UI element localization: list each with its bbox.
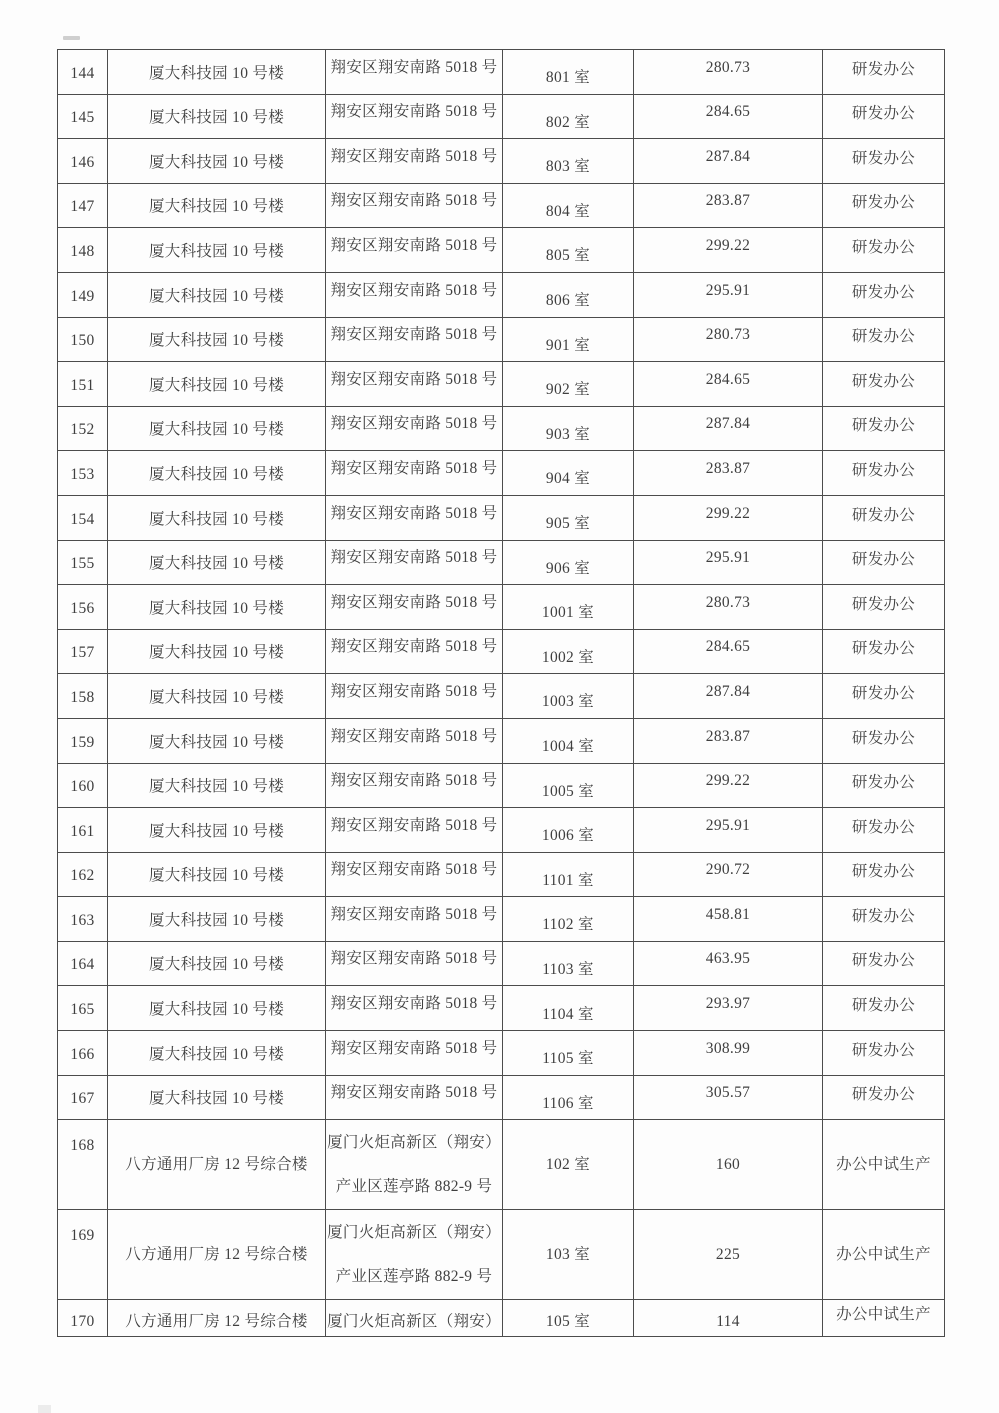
area-cell: 280.73 — [634, 585, 823, 630]
row-index-cell: 150 — [58, 317, 108, 362]
address-cell — [326, 406, 503, 451]
room-number-cell: 903 室 — [503, 406, 634, 451]
building-name-cell: 厦大科技园 10 号楼 — [108, 718, 326, 763]
address-line: 翔安区翔安南路 5018 号 — [330, 504, 498, 522]
address-cell — [326, 763, 503, 808]
table-row — [58, 1210, 945, 1300]
area-cell: 283.87 — [634, 718, 823, 763]
address-cell — [326, 629, 503, 674]
table-row — [58, 1300, 945, 1337]
table-row — [58, 50, 945, 95]
room-number-cell: 901 室 — [503, 317, 634, 362]
area-cell: 284.65 — [634, 629, 823, 674]
building-name-cell: 八方通用厂房 12 号综合楼 — [108, 1210, 326, 1300]
row-index-cell: 152 — [58, 406, 108, 451]
room-number-cell: 1102 室 — [503, 897, 634, 942]
row-index-cell: 151 — [58, 362, 108, 407]
building-name-cell: 八方通用厂房 12 号综合楼 — [108, 1300, 326, 1337]
table-row — [58, 451, 945, 496]
usage-cell: 研发办公 — [823, 674, 945, 719]
room-number-cell: 1105 室 — [503, 1031, 634, 1076]
address-line: 翔安区翔安南路 5018 号 — [330, 727, 498, 745]
address-cell — [326, 495, 503, 540]
room-number-cell: 1002 室 — [503, 629, 634, 674]
building-name-cell: 厦大科技园 10 号楼 — [108, 272, 326, 317]
room-number-cell: 801 室 — [503, 50, 634, 95]
room-number-cell: 806 室 — [503, 272, 634, 317]
building-name-cell: 厦大科技园 10 号楼 — [108, 941, 326, 986]
room-number-cell: 1001 室 — [503, 585, 634, 630]
table-row — [58, 540, 945, 585]
room-number-cell: 1003 室 — [503, 674, 634, 719]
room-number-cell: 1101 室 — [503, 852, 634, 897]
usage-cell: 研发办公 — [823, 362, 945, 407]
area-cell: 280.73 — [634, 317, 823, 362]
address-cell — [326, 317, 503, 362]
building-name-cell: 厦大科技园 10 号楼 — [108, 986, 326, 1031]
table-row — [58, 1075, 945, 1120]
row-index-cell: 154 — [58, 495, 108, 540]
building-name-cell: 厦大科技园 10 号楼 — [108, 897, 326, 942]
area-cell: 283.87 — [634, 183, 823, 228]
table-row — [58, 629, 945, 674]
area-cell: 114 — [634, 1300, 823, 1337]
table-row — [58, 808, 945, 853]
table-row — [58, 585, 945, 630]
address-cell — [326, 1300, 503, 1337]
room-number-cell: 906 室 — [503, 540, 634, 585]
row-index-cell: 153 — [58, 451, 108, 496]
table-row — [58, 362, 945, 407]
table-row — [58, 94, 945, 139]
address-line: 翔安区翔安南路 5018 号 — [330, 236, 498, 254]
building-name-cell: 厦大科技园 10 号楼 — [108, 228, 326, 273]
row-index-cell: 145 — [58, 94, 108, 139]
usage-cell: 办公中试生产 — [823, 1120, 945, 1210]
usage-cell: 研发办公 — [823, 272, 945, 317]
building-name-cell: 厦大科技园 10 号楼 — [108, 50, 326, 95]
usage-cell: 研发办公 — [823, 986, 945, 1031]
building-name-cell: 厦大科技园 10 号楼 — [108, 1031, 326, 1076]
room-number-cell: 804 室 — [503, 183, 634, 228]
table-row — [58, 139, 945, 184]
address-cell — [326, 451, 503, 496]
address-line: 厦门火炬高新区（翔安） — [327, 1133, 501, 1151]
address-cell — [326, 897, 503, 942]
room-number-cell: 805 室 — [503, 228, 634, 273]
room-number-cell: 1005 室 — [503, 763, 634, 808]
address-cell — [326, 183, 503, 228]
table-row — [58, 495, 945, 540]
address-cell — [326, 272, 503, 317]
table-row — [58, 1031, 945, 1076]
area-cell: 299.22 — [634, 763, 823, 808]
usage-cell: 研发办公 — [823, 852, 945, 897]
address-cell — [326, 50, 503, 95]
usage-cell: 研发办公 — [823, 629, 945, 674]
row-index-cell: 165 — [58, 986, 108, 1031]
address-cell — [326, 941, 503, 986]
address-line: 翔安区翔安南路 5018 号 — [330, 772, 498, 790]
row-index-cell: 155 — [58, 540, 108, 585]
address-line: 产业区莲亭路 882-9 号 — [335, 1267, 493, 1285]
address-line: 翔安区翔安南路 5018 号 — [330, 1084, 498, 1102]
area-cell: 293.97 — [634, 986, 823, 1031]
table-row — [58, 406, 945, 451]
row-index-cell: 157 — [58, 629, 108, 674]
building-name-cell: 厦大科技园 10 号楼 — [108, 495, 326, 540]
scan-artifact-bottom — [38, 1405, 51, 1413]
row-index-cell: 160 — [58, 763, 108, 808]
address-line: 翔安区翔安南路 5018 号 — [330, 995, 498, 1013]
room-number-cell: 902 室 — [503, 362, 634, 407]
address-cell — [326, 808, 503, 853]
address-line: 翔安区翔安南路 5018 号 — [330, 459, 498, 477]
row-index-cell: 147 — [58, 183, 108, 228]
row-index-cell: 159 — [58, 718, 108, 763]
area-cell: 295.91 — [634, 272, 823, 317]
table-row — [58, 183, 945, 228]
address-cell — [326, 986, 503, 1031]
row-index-cell: 166 — [58, 1031, 108, 1076]
address-line: 翔安区翔安南路 5018 号 — [330, 326, 498, 344]
building-name-cell: 厦大科技园 10 号楼 — [108, 808, 326, 853]
area-cell: 284.65 — [634, 362, 823, 407]
area-cell: 463.95 — [634, 941, 823, 986]
area-cell: 287.84 — [634, 139, 823, 184]
area-cell: 299.22 — [634, 228, 823, 273]
area-cell: 305.57 — [634, 1075, 823, 1120]
address-cell — [326, 228, 503, 273]
address-cell — [326, 1031, 503, 1076]
area-cell: 308.99 — [634, 1031, 823, 1076]
building-name-cell: 厦大科技园 10 号楼 — [108, 629, 326, 674]
address-line: 翔安区翔安南路 5018 号 — [330, 370, 498, 388]
table-row — [58, 763, 945, 808]
usage-cell: 研发办公 — [823, 1075, 945, 1120]
table-row — [58, 228, 945, 273]
building-name-cell: 厦大科技园 10 号楼 — [108, 585, 326, 630]
building-name-cell: 厦大科技园 10 号楼 — [108, 852, 326, 897]
table-row — [58, 986, 945, 1031]
room-number-cell: 103 室 — [503, 1210, 634, 1300]
area-cell: 295.91 — [634, 540, 823, 585]
room-number-cell: 1106 室 — [503, 1075, 634, 1120]
table-row — [58, 674, 945, 719]
building-name-cell: 厦大科技园 10 号楼 — [108, 362, 326, 407]
table-row — [58, 897, 945, 942]
row-index-cell: 169 — [58, 1210, 108, 1300]
usage-cell: 研发办公 — [823, 317, 945, 362]
address-cell — [326, 362, 503, 407]
scan-artifact-top — [63, 36, 80, 40]
usage-cell: 研发办公 — [823, 451, 945, 496]
table-row — [58, 718, 945, 763]
row-index-cell: 170 — [58, 1300, 108, 1337]
usage-cell: 研发办公 — [823, 585, 945, 630]
address-line: 翔安区翔安南路 5018 号 — [330, 281, 498, 299]
area-cell: 283.87 — [634, 451, 823, 496]
room-number-cell: 1104 室 — [503, 986, 634, 1031]
building-name-cell: 八方通用厂房 12 号综合楼 — [108, 1120, 326, 1210]
building-name-cell: 厦大科技园 10 号楼 — [108, 183, 326, 228]
area-cell: 280.73 — [634, 50, 823, 95]
area-cell: 284.65 — [634, 94, 823, 139]
address-line: 厦门火炬高新区（翔安） — [327, 1223, 501, 1241]
usage-cell: 研发办公 — [823, 540, 945, 585]
table-row — [58, 1120, 945, 1210]
usage-cell: 办公中试生产 — [823, 1210, 945, 1300]
usage-cell: 办公中试生产 — [823, 1300, 945, 1337]
usage-cell: 研发办公 — [823, 495, 945, 540]
room-number-cell: 105 室 — [503, 1300, 634, 1337]
usage-cell: 研发办公 — [823, 941, 945, 986]
address-line: 翔安区翔安南路 5018 号 — [330, 192, 498, 210]
row-index-cell: 162 — [58, 852, 108, 897]
area-cell: 458.81 — [634, 897, 823, 942]
usage-cell: 研发办公 — [823, 94, 945, 139]
usage-cell: 研发办公 — [823, 1031, 945, 1076]
area-cell: 295.91 — [634, 808, 823, 853]
room-number-cell: 905 室 — [503, 495, 634, 540]
room-number-cell: 1006 室 — [503, 808, 634, 853]
table-row — [58, 941, 945, 986]
row-index-cell: 146 — [58, 139, 108, 184]
usage-cell: 研发办公 — [823, 50, 945, 95]
row-index-cell: 161 — [58, 808, 108, 853]
usage-cell: 研发办公 — [823, 763, 945, 808]
building-name-cell: 厦大科技园 10 号楼 — [108, 763, 326, 808]
area-cell: 290.72 — [634, 852, 823, 897]
table-row — [58, 317, 945, 362]
address-cell — [326, 674, 503, 719]
building-name-cell: 厦大科技园 10 号楼 — [108, 139, 326, 184]
area-cell: 287.84 — [634, 674, 823, 719]
building-name-cell: 厦大科技园 10 号楼 — [108, 317, 326, 362]
area-cell: 287.84 — [634, 406, 823, 451]
row-index-cell: 158 — [58, 674, 108, 719]
row-index-cell: 156 — [58, 585, 108, 630]
row-index-cell: 167 — [58, 1075, 108, 1120]
address-cell — [326, 94, 503, 139]
address-cell — [326, 585, 503, 630]
usage-cell: 研发办公 — [823, 228, 945, 273]
address-line: 翔安区翔安南路 5018 号 — [330, 415, 498, 433]
area-cell: 160 — [634, 1120, 823, 1210]
address-line: 翔安区翔安南路 5018 号 — [330, 147, 498, 165]
area-cell: 225 — [634, 1210, 823, 1300]
property-room-table — [57, 49, 945, 1337]
address-line: 翔安区翔安南路 5018 号 — [330, 682, 498, 700]
address-line: 厦门火炬高新区（翔安） — [327, 1312, 501, 1330]
room-number-cell: 1103 室 — [503, 941, 634, 986]
room-number-cell: 1004 室 — [503, 718, 634, 763]
row-index-cell: 144 — [58, 50, 108, 95]
usage-cell: 研发办公 — [823, 183, 945, 228]
address-line: 翔安区翔安南路 5018 号 — [330, 950, 498, 968]
address-line: 翔安区翔安南路 5018 号 — [330, 638, 498, 656]
building-name-cell: 厦大科技园 10 号楼 — [108, 406, 326, 451]
room-number-cell: 904 室 — [503, 451, 634, 496]
usage-cell: 研发办公 — [823, 718, 945, 763]
address-line: 翔安区翔安南路 5018 号 — [330, 905, 498, 923]
usage-cell: 研发办公 — [823, 406, 945, 451]
row-index-cell: 163 — [58, 897, 108, 942]
address-cell — [326, 852, 503, 897]
table-body — [58, 50, 945, 1337]
area-cell: 299.22 — [634, 495, 823, 540]
usage-cell: 研发办公 — [823, 897, 945, 942]
row-index-cell: 164 — [58, 941, 108, 986]
table-row — [58, 852, 945, 897]
room-number-cell: 803 室 — [503, 139, 634, 184]
building-name-cell: 厦大科技园 10 号楼 — [108, 674, 326, 719]
address-cell — [326, 1120, 503, 1210]
address-cell — [326, 540, 503, 585]
room-number-cell: 802 室 — [503, 94, 634, 139]
address-line: 翔安区翔安南路 5018 号 — [330, 593, 498, 611]
building-name-cell: 厦大科技园 10 号楼 — [108, 451, 326, 496]
address-cell — [326, 139, 503, 184]
row-index-cell: 148 — [58, 228, 108, 273]
address-cell — [326, 1075, 503, 1120]
usage-cell: 研发办公 — [823, 139, 945, 184]
usage-cell: 研发办公 — [823, 808, 945, 853]
address-line: 翔安区翔安南路 5018 号 — [330, 549, 498, 567]
building-name-cell: 厦大科技园 10 号楼 — [108, 1075, 326, 1120]
row-index-cell: 168 — [58, 1120, 108, 1210]
table-row — [58, 272, 945, 317]
address-line: 翔安区翔安南路 5018 号 — [330, 861, 498, 879]
address-line: 翔安区翔安南路 5018 号 — [330, 1039, 498, 1057]
address-line: 翔安区翔安南路 5018 号 — [330, 58, 498, 76]
address-line: 翔安区翔安南路 5018 号 — [330, 103, 498, 121]
address-line: 产业区莲亭路 882-9 号 — [335, 1177, 493, 1195]
room-number-cell: 102 室 — [503, 1120, 634, 1210]
building-name-cell: 厦大科技园 10 号楼 — [108, 540, 326, 585]
building-name-cell: 厦大科技园 10 号楼 — [108, 94, 326, 139]
address-line: 翔安区翔安南路 5018 号 — [330, 816, 498, 834]
address-cell — [326, 718, 503, 763]
row-index-cell: 149 — [58, 272, 108, 317]
address-cell — [326, 1210, 503, 1300]
